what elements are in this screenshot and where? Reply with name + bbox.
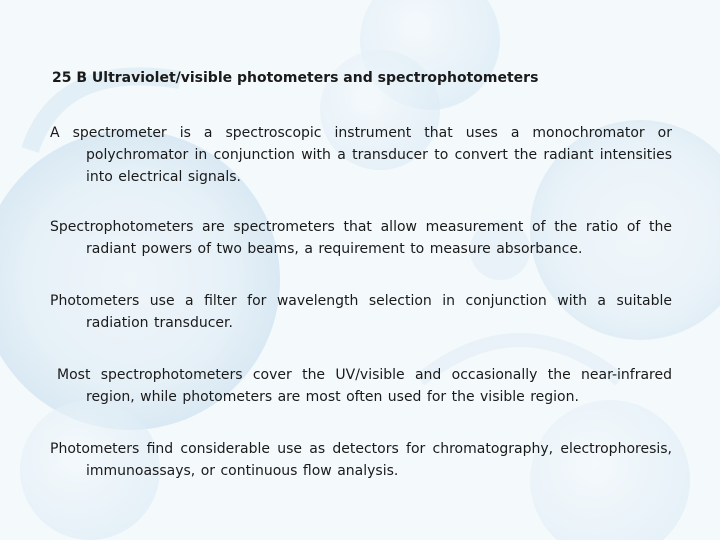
paragraph-coverage: Most spectrophotometers cover the UV/visible and occasionally the near-infrared region, while photometers are most often used for the visible region. — [57, 367, 672, 405]
paragraph-spectrophotometers: Spectrophotometers are spectrometers that allow measurement of the ratio of the radiant powers of two beams, a requirement to measure absorbance. — [50, 219, 672, 257]
paragraph-spectrometer: A spectrometer is a spectroscopic instrument that uses a monochromator or polychromator in conjunction with a transducer to convert the radiant intensities into electrical signals. — [50, 125, 672, 185]
paragraph-photometers: Photometers use a filter for wavelength selection in conjunction with a suitable radiation transducer. — [50, 293, 672, 331]
slide-title: 25 B Ultraviolet/visible photometers and spectrophotometers — [52, 70, 539, 86]
paragraph-detectors: Photometers find considerable use as detectors for chromatography, electrophoresis, immunoassays, or continuous flow analysis. — [50, 441, 672, 479]
